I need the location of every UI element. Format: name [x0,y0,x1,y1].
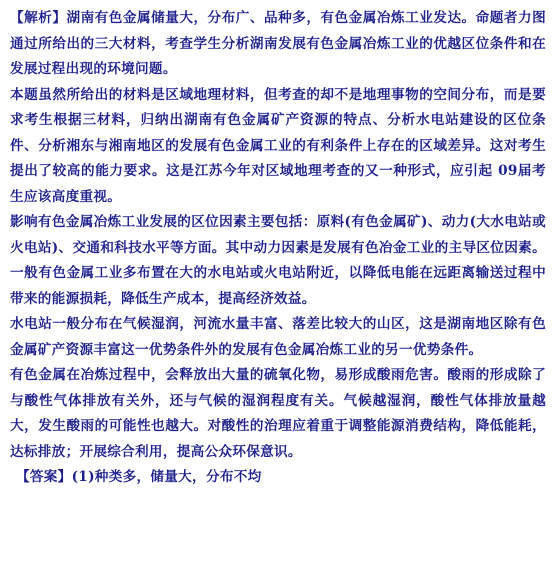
analysis-document [10,6,546,491]
analysis-tag: 【解析】 [10,10,67,26]
analysis-paragraph-5: 有色金属在冶炼过程中，会释放出大量的硫氧化物，易形成酸雨危害。酸雨的形成除了与酸性气体排放有关外，还与气候的湿润程度有关。气候越湿润，酸性气体排放量越大，发生酸雨的可能性也越大。对酸性的治理应着重于调整能源消费结构，降低能耗，达标排放；开展综合利用，提高公众环保意识。 [10,367,546,460]
analysis-paragraph-1 [10,6,546,83]
answer-tag: 【答案】 [16,469,72,485]
answer-text: (1)种类多，储量大，分布不均 [71,469,262,485]
answer-line [10,465,546,491]
analysis-paragraph-4: 水电站一般分布在气候湿润，河流水量丰富、落差比较大的山区，这是湖南地区除有色金属矿产资源丰富这一优势条件外的发展有色金属冶炼工业的另一优势条件。 [10,316,546,358]
analysis-paragraph-3: 影响有色金属冶炼工业发展的区位因素主要包括：原料(有色金属矿)、动力(大水电站或火电站)、交通和科技水平等方面。其中动力因素是发展有色冶金工业的主导区位因素。一般有色金属工业多布置在大的水电站或火电站附近，以降低电能在远距离输送过程中带来的能源损耗，降低生产成本，提高经济效益。 [10,214,546,307]
analysis-paragraph-1-text: 湖南有色金属储量大，分布广、品种多，有色金属冶炼工业发达。命题者力图通过所给出的三大材料，考查学生分析湖南发展有色金属冶炼工业的优越区位条件和在发展过程出现的环境问题。 [10,10,547,77]
analysis-paragraph-2: 本题虽然所给出的材料是区域地理材料，但考查的却不是地理事物的空间分布，而是要求考生根据三材料，归纳出湖南有色金属矿产资源的特点、分析水电站建设的区位条件、分析湘东与湘南地区的发展有色金属工业的有利条件上存在的区域差异。这对考生提出了较高的能力要求。这是江苏今年对区域地理考查的又一种形式，应引起 09届考生应该高度重视。 [10,86,546,205]
